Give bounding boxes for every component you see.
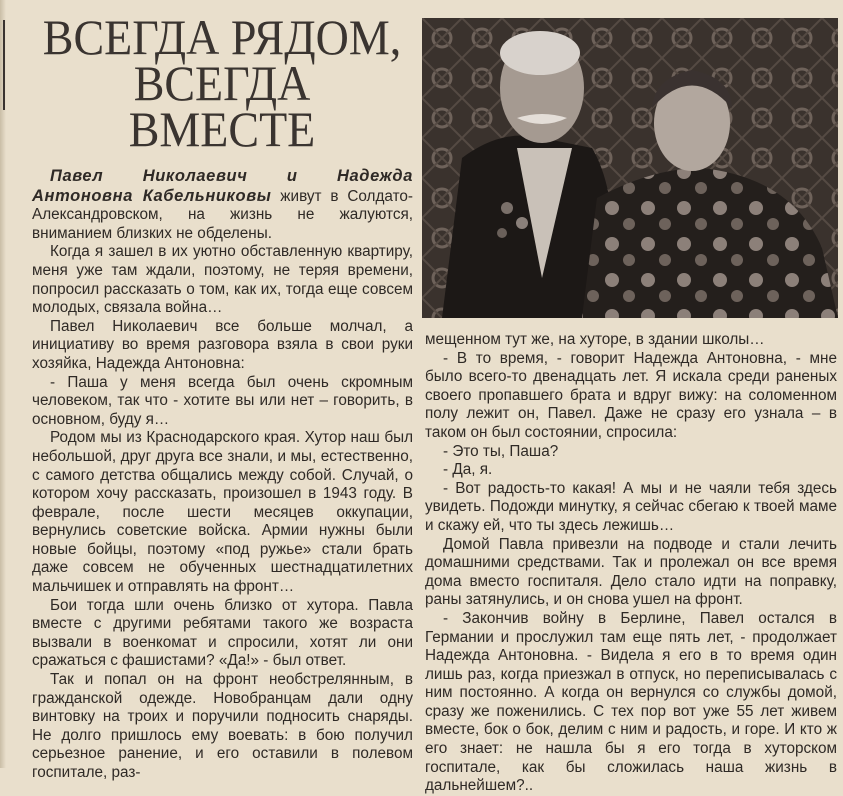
paragraph: - Вот радость-то какая! А мы и не чаяли тебя здесь увидеть. Подожди минутку, я сейчас сбегаю к твоей маме и скажу ей, что ты здесь лежишь…	[425, 479, 837, 534]
paragraph: - Закончив войну в Берлине, Павел остался в Германии и прослужил там еще пять лет, - продолжает Надежда Антоновна. - Видела я его в то время один лишь раз, когда приезжал в отпуск, но переписывалась с ним постоянно. А когда он вернулся со службы домой, сразу же поженились. С тех пор вот уже 55 лет живем вместе, бок о бок, делим с ним и радость, и горе. И кто ж его знает: не нашла бы я его тогда в хуторском госпитале, как бы сложилась наша жизнь в дальнейшем?..	[425, 609, 837, 795]
paragraph: Павел Николаевич все больше молчал, а инициативу во время разговора взяла в свои руки хозяйка, Надежда Антоновна:	[32, 317, 413, 372]
lead-text: живут в Солдато-Александровском, на жизнь не жалуются, вниманием близких не обделены.	[32, 187, 414, 242]
paragraph-continuation: мещенном тут же, на хуторе, в здании школы…	[425, 331, 765, 348]
paragraph: Бои тогда шли очень близко от хутора. Павла вместе с другими ребятами такого же возраста вызвали в военкомат и спросили, хотят ли они сражаться с фашистами? «Да!» - был ответ.	[32, 596, 413, 670]
article-title	[38, 9, 406, 157]
paragraph: Родом мы из Краснодарского края. Хутор наш был небольшой, друг друга все знали, и мы, естественно, с самого детства общались между собой. Случай, о котором хочу рассказать, произошел в 1943 году. В феврале, после шести месяцев оккупации, вернулись советские войска. Армии нужны были новые бойцы, поэтому «под ружье» стали брать даже совсем не обученных шестнадцатилетних мальчишек и отправлять на фронт…	[32, 429, 413, 596]
paragraph: - В то время, - говорит Надежда Антоновна, - мне было всего-то двенадцать лет. Я искала среди раненых своего пропавшего брата и вдруг вижу: на соломенном полу лежит он, Павел. Даже не сразу его узнала – в таком он был состоянии, спросила:	[425, 349, 837, 441]
title-line: ВМЕСТЕ	[128, 101, 316, 157]
lead-paragraph	[32, 167, 413, 243]
column-rule	[3, 20, 5, 110]
paragraph: Домой Павла привезли на подводе и стали лечить домашними средствами. Так и пролежал он все время дома вместо госпиталя. Дело стало идти на поправку, раны затянулись, и он снова ушел на фронт.	[425, 535, 837, 609]
paragraph: Когда я зашел в их уютно обставленную квартиру, меня уже там ждали, поэтому, не теряя времени, попросил рассказать о том, как их, тогда еще совсем молодых, связала война…	[32, 243, 413, 317]
paragraph: - Это ты, Паша?	[443, 442, 559, 460]
article-column-right	[425, 331, 837, 796]
paragraph: Так и попал он на фронт необстрелянным, в гражданской одежде. Новобранцам дали одну винтовку на троих и поручили подносить снаряды. Не долго пришлось ему воевать: в бою получил серьезное ранение, и его оставили в полевом госпитале, раз-	[32, 671, 413, 781]
paragraph: - Да, я.	[443, 461, 493, 479]
page-edge	[0, 0, 6, 768]
couple-photo	[422, 18, 838, 318]
paragraph: - Паша у меня всегда был очень скромным человеком, так что - хотите вы или нет – говорить, в основном, буду я…	[32, 373, 413, 428]
title-line: ВСЕГДА	[133, 55, 311, 111]
lead-names: Павел Николаевич и Надежда Антоновна Кабельниковы	[32, 167, 413, 205]
title-line: ВСЕГДА РЯДОМ,	[42, 9, 402, 65]
article-column-left	[32, 167, 413, 783]
couple-photo-image	[422, 18, 838, 318]
